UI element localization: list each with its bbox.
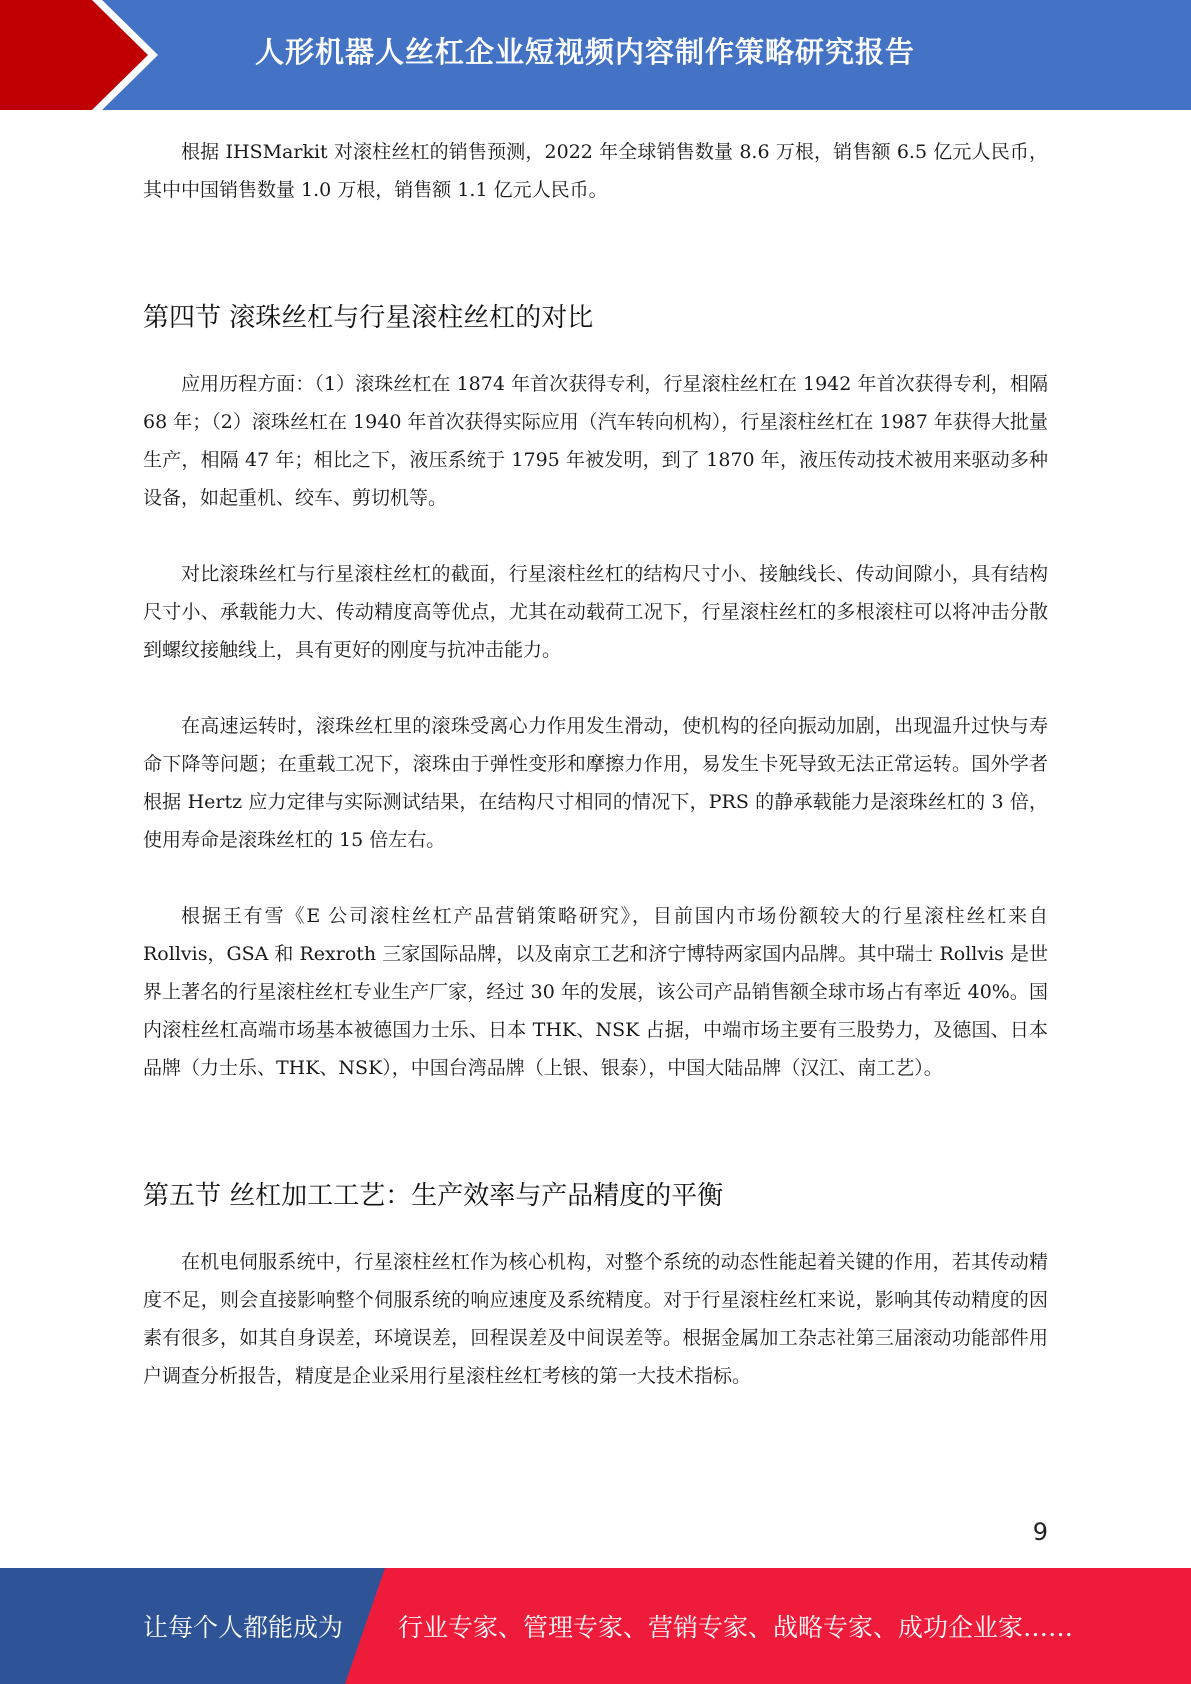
paragraph-transmission-accuracy: 在机电伺服系统中，行星滚柱丝杠作为核心机构，对整个系统的动态性能起着关键的作用，若其传动精度不足，则会直接影响整个伺服系统的响应速度及系统精度。对于行星滚柱丝杠来说，影响其传动精度的因素有很多，如其自身误差，环境误差，回程误差及中间误差等。根据金属加工杂志社第三届滚动功能部件用户调查分析报告，精度是企业采用行星滚柱丝杠考核的第一大技术指标。 (143, 1251, 1048, 1387)
page-footer (0, 1568, 1191, 1684)
paragraph-high-speed-performance: 在高速运转时，滚珠丝杠里的滚珠受离心力作用发生滑动，使机构的径向振动加剧，出现温升过快与寿命下降等问题；在重载工况下，滚珠由于弹性变形和摩擦力作用，易发生卡死导致无法正常运转。国外学者根据 Hertz 应力定律与实际测试结果，在结构尺寸相同的情况下，PRS 的静承载能力是滚珠丝杠的 3 倍，使用寿命是滚珠丝杠的 15 倍左右。 (143, 715, 1048, 851)
footer-slogan-left: 让每个人都能成为 (143, 1613, 344, 1642)
section-4-heading: 第四节 滚珠丝杠与行星滚柱丝杠的对比 (143, 303, 594, 333)
page-header (0, 0, 1191, 110)
paragraph-application-history: 应用历程方面：（1）滚珠丝杠在 1874 年首次获得专利，行星滚柱丝杠在 1942 年首次获得专利，相隔 68 年；（2）滚珠丝杠在 1940 年首次获得实际应用（汽车转向机构），行星滚柱丝杠在 1987 年获得大批量生产，相隔 47 年；相比之下，液压系统于 1795 年被发明，到了 1870 年，液压传动技术被用来驱动多种设备，如起重机、绞车、剪切机等。 (143, 373, 1048, 509)
page-number: 9 (1032, 1518, 1048, 1546)
paragraph-cross-section-comparison: 对比滚珠丝杠与行星滚柱丝杠的截面，行星滚柱丝杠的结构尺寸小、接触线长、传动间隙小，具有结构尺寸小、承载能力大、传动精度高等优点，尤其在动载荷工况下，行星滚柱丝杠的多根滚柱可以将冲击分散到螺纹接触线上，具有更好的刚度与抗冲击能力。 (143, 563, 1048, 661)
page-content (143, 133, 1048, 1395)
section-5-heading: 第五节 丝杠加工工艺：生产效率与产品精度的平衡 (143, 1181, 724, 1211)
paragraph-market-brands: 根据王有雪《E 公司滚柱丝杠产品营销策略研究》，目前国内市场份额较大的行星滚柱丝杠来自 Rollvis，GSA 和 Rexroth 三家国际品牌，以及南京工艺和济宁博特两家国内品牌。其中瑞士 Rollvis 是世界上著名的行星滚柱丝杠专业生产厂家，经过 30 年的发展，该公司产品销售额全球市场占有率近 40%。国内滚柱丝杠高端市场基本被德国力士乐、日本 THK、NSK 占据，中端市场主要有三股势力，及德国、日本品牌（力士乐、THK、NSK），中国台湾品牌（上银、银泰），中国大陆品牌（汉江、南工艺）。 (143, 905, 1048, 1079)
footer-slogan-right: 行业专家、管理专家、营销专家、战略专家、成功企业家…… (398, 1613, 1074, 1642)
header-title: 人形机器人丝杠企业短视频内容制作策略研究报告 (255, 35, 916, 69)
paragraph-sales-forecast: 根据 IHSMarkit 对滚柱丝杠的销售预测，2022 年全球销售数量 8.6 万根，销售额 6.5 亿元人民币，其中中国销售数量 1.0 万根，销售额 1.1 亿元人民币。 (143, 141, 1048, 201)
